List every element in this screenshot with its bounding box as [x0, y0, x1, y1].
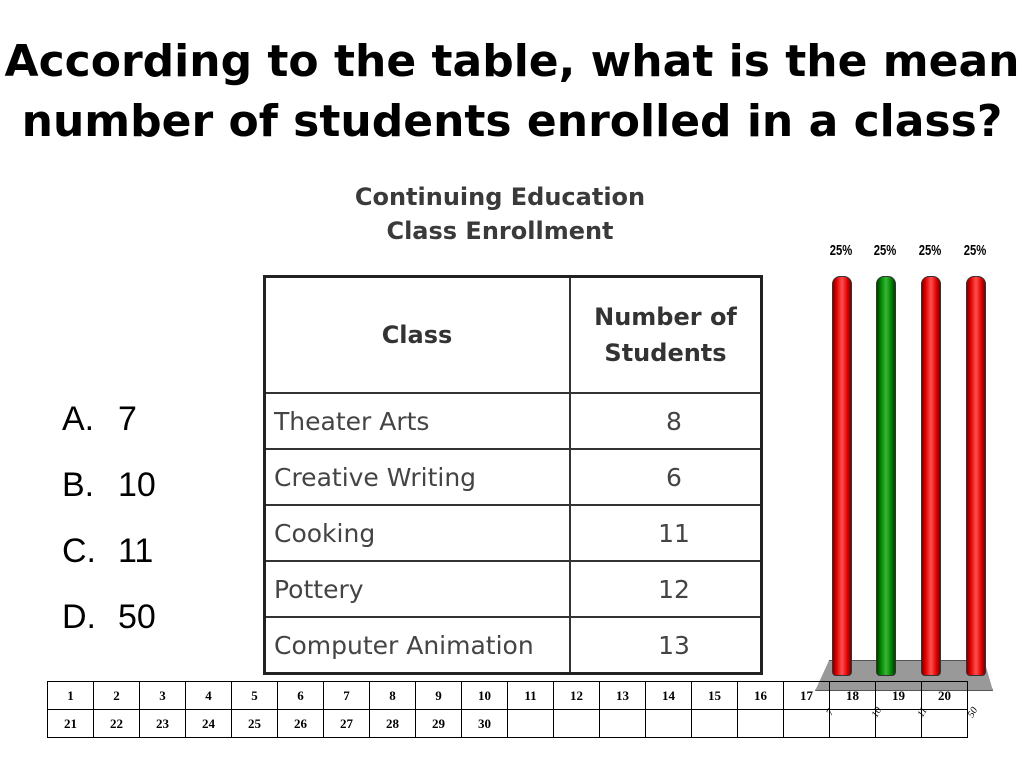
grid-cell: 28: [370, 710, 416, 738]
cell-students: 13: [570, 617, 762, 674]
grid-cell: 3: [140, 682, 186, 710]
grid-cell: [738, 710, 784, 738]
response-bar: [921, 276, 941, 676]
enrollment-table: [263, 275, 763, 675]
grid-cell: 4: [186, 682, 232, 710]
answer-choices: [62, 386, 156, 650]
response-bar: [876, 276, 896, 676]
response-bar: [966, 276, 986, 676]
header-class: Class: [265, 277, 571, 394]
grid-cell: 12: [554, 682, 600, 710]
grid-cell: [922, 710, 968, 738]
grid-cell: 23: [140, 710, 186, 738]
choice-c[interactable]: [62, 518, 156, 584]
cell-class: Cooking: [265, 505, 571, 561]
grid-cell: 27: [324, 710, 370, 738]
table-caption-line1: Continuing Education: [354, 183, 646, 211]
table-caption: [300, 180, 700, 248]
table-row: [265, 561, 762, 617]
bar-category-label: 7: [824, 707, 837, 718]
grid-cell: 1: [48, 682, 94, 710]
grid-cell: 7: [324, 682, 370, 710]
grid-cell: 6: [278, 682, 324, 710]
grid-cell: [692, 710, 738, 738]
cell-class: Theater Arts: [265, 393, 571, 449]
grid-cell: [646, 710, 692, 738]
choice-letter: D.: [62, 598, 96, 636]
grid-cell: 9: [416, 682, 462, 710]
table-row: [265, 617, 762, 674]
header-students-line2: Students: [604, 339, 727, 367]
cell-class: Creative Writing: [265, 449, 571, 505]
choice-b[interactable]: [62, 452, 156, 518]
bar-percent-label: 25%: [918, 242, 942, 259]
grid-cell: [508, 710, 554, 738]
header-students-line1: Number of: [594, 303, 737, 331]
grid-row: [48, 682, 968, 710]
grid-cell: 2: [94, 682, 140, 710]
grid-cell: 30: [462, 710, 508, 738]
choice-value: 7: [118, 400, 137, 438]
grid-cell: 17: [784, 682, 830, 710]
grid-cell: 21: [48, 710, 94, 738]
bar-percent-label: 25%: [829, 242, 853, 259]
cell-students: 11: [570, 505, 762, 561]
choice-value: 50: [118, 598, 156, 636]
response-chart: [805, 236, 1005, 691]
grid-cell: 16: [738, 682, 784, 710]
header-students: [570, 277, 762, 394]
table-row: [265, 449, 762, 505]
grid-cell: 13: [600, 682, 646, 710]
grid-cell: 25: [232, 710, 278, 738]
bar-category-label: 10: [869, 705, 885, 720]
choice-letter: C.: [62, 532, 96, 570]
grid-cell: 5: [232, 682, 278, 710]
choice-value: 10: [118, 466, 156, 504]
bar-category-label: 11: [915, 705, 930, 720]
grid-cell: 14: [646, 682, 692, 710]
grid-cell: 20: [922, 682, 968, 710]
grid-cell: 10: [462, 682, 508, 710]
grid-cell: 22: [94, 710, 140, 738]
grid-cell: [600, 710, 646, 738]
grid-cell: [784, 710, 830, 738]
cell-students: 6: [570, 449, 762, 505]
table-caption-line2: Class Enrollment: [386, 217, 614, 245]
grid-cell: 26: [278, 710, 324, 738]
table-row: [265, 505, 762, 561]
cell-students: 12: [570, 561, 762, 617]
response-bar: [832, 276, 852, 676]
choice-value: 11: [118, 532, 154, 570]
bar-percent-label: 25%: [873, 242, 897, 259]
choice-a[interactable]: [62, 386, 156, 452]
grid-cell: [554, 710, 600, 738]
bar-percent-label: 25%: [963, 242, 987, 259]
choice-letter: B.: [62, 466, 95, 504]
grid-cell: 8: [370, 682, 416, 710]
bar-category-label: 50: [965, 705, 981, 720]
grid-cell: 29: [416, 710, 462, 738]
cell-class: Computer Animation: [265, 617, 571, 674]
grid-cell: 19: [876, 682, 922, 710]
grid-cell: 15: [692, 682, 738, 710]
cell-students: 8: [570, 393, 762, 449]
table-header-row: [265, 277, 762, 394]
grid-cell: 24: [186, 710, 232, 738]
question-title: According to the table, what is the mean number of students enrolled in a class?: [4, 36, 1020, 147]
table-row: [265, 393, 762, 449]
grid-cell: 18: [830, 682, 876, 710]
cell-class: Pottery: [265, 561, 571, 617]
choice-d[interactable]: [62, 584, 156, 650]
grid-cell: 11: [508, 682, 554, 710]
choice-letter: A.: [62, 400, 95, 438]
